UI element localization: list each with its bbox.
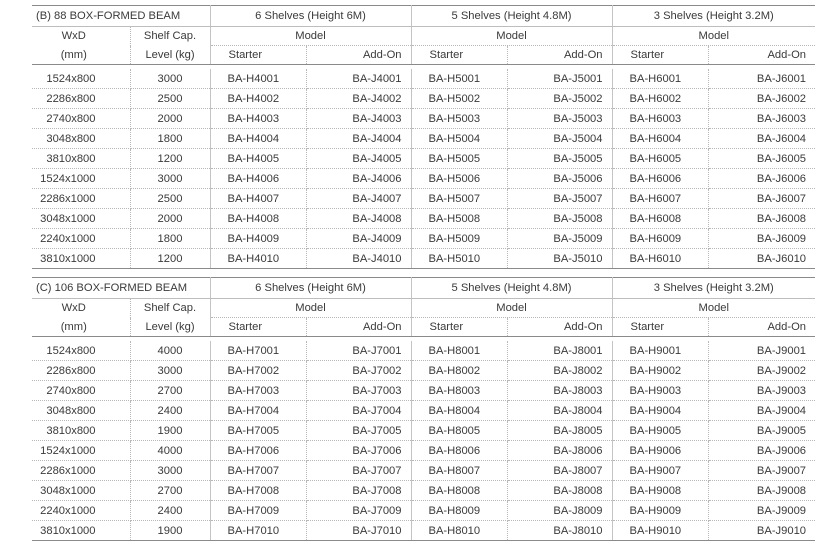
starter-model-cell: BA-H6004: [612, 129, 708, 149]
starter-model-cell: BA-H4004: [210, 129, 306, 149]
starter-model-cell: BA-H6006: [612, 169, 708, 189]
addon-model-cell: BA-J4003: [306, 109, 411, 129]
addon-model-cell: BA-J9004: [708, 401, 815, 421]
addon-model-cell: BA-J4009: [306, 229, 411, 249]
starter-model-cell: BA-H4003: [210, 109, 306, 129]
addon-model-cell: BA-J9009: [708, 501, 815, 521]
capacity-cell: 2400: [130, 401, 210, 421]
addon-model-cell: BA-J9008: [708, 481, 815, 501]
shelf-group-header: 5 Shelves (Height 4.8M): [411, 6, 612, 27]
addon-model-cell: BA-J7002: [306, 361, 411, 381]
addon-model-cell: BA-J8008: [507, 481, 612, 501]
starter-model-cell: BA-H6005: [612, 149, 708, 169]
starter-header: Starter: [411, 318, 507, 337]
table-row: [32, 521, 815, 541]
addon-model-cell: BA-J8006: [507, 441, 612, 461]
addon-model-cell: BA-J6009: [708, 229, 815, 249]
starter-model-cell: BA-H9005: [612, 421, 708, 441]
table-row: [32, 229, 815, 249]
starter-model-cell: BA-H8002: [411, 361, 507, 381]
addon-model-cell: BA-J5006: [507, 169, 612, 189]
starter-model-cell: BA-H5010: [411, 249, 507, 269]
starter-model-cell: BA-H9009: [612, 501, 708, 521]
capacity-cell: 3000: [130, 461, 210, 481]
starter-model-cell: BA-H7004: [210, 401, 306, 421]
addon-header: Add-On: [306, 318, 411, 337]
capacity-cell: 1200: [130, 149, 210, 169]
addon-model-cell: BA-J5004: [507, 129, 612, 149]
addon-model-cell: BA-J4010: [306, 249, 411, 269]
table-row: [32, 461, 815, 481]
capacity-cell: 2000: [130, 209, 210, 229]
starter-model-cell: BA-H5001: [411, 69, 507, 89]
starter-model-cell: BA-H7008: [210, 481, 306, 501]
dimension-cell: 3048x1000: [32, 481, 130, 501]
addon-model-cell: BA-J6007: [708, 189, 815, 209]
capacity-cell: 1900: [130, 521, 210, 541]
starter-model-cell: BA-H9003: [612, 381, 708, 401]
unit-mm-header: (mm): [32, 46, 130, 65]
shelf-group-header: 5 Shelves (Height 4.8M): [411, 278, 612, 299]
starter-header: Starter: [612, 318, 708, 337]
starter-model-cell: BA-H4010: [210, 249, 306, 269]
capacity-cell: 2500: [130, 89, 210, 109]
starter-model-cell: BA-H5006: [411, 169, 507, 189]
dimension-cell: 2740x800: [32, 381, 130, 401]
starter-model-cell: BA-H5004: [411, 129, 507, 149]
addon-model-cell: BA-J5001: [507, 69, 612, 89]
addon-header: Add-On: [708, 318, 815, 337]
table-row: [32, 209, 815, 229]
starter-model-cell: BA-H6010: [612, 249, 708, 269]
starter-model-cell: BA-H8003: [411, 381, 507, 401]
starter-model-cell: BA-H5009: [411, 229, 507, 249]
starter-model-cell: BA-H7006: [210, 441, 306, 461]
starter-model-cell: BA-H7001: [210, 341, 306, 361]
table-row: [32, 361, 815, 381]
table-row: [32, 501, 815, 521]
addon-model-cell: BA-J9002: [708, 361, 815, 381]
shelf-group-header: 6 Shelves (Height 6M): [210, 278, 411, 299]
addon-model-cell: BA-J7004: [306, 401, 411, 421]
starter-model-cell: BA-H4009: [210, 229, 306, 249]
model-header: Model: [210, 27, 411, 46]
starter-model-cell: BA-H8001: [411, 341, 507, 361]
addon-model-cell: BA-J9010: [708, 521, 815, 541]
starter-model-cell: BA-H6008: [612, 209, 708, 229]
addon-model-cell: BA-J4002: [306, 89, 411, 109]
addon-model-cell: BA-J8004: [507, 401, 612, 421]
header-row-model: [32, 299, 815, 318]
addon-model-cell: BA-J9006: [708, 441, 815, 461]
unit-mm-header: (mm): [32, 318, 130, 337]
dimension-cell: 1524x800: [32, 341, 130, 361]
starter-model-cell: BA-H7010: [210, 521, 306, 541]
table-row: [32, 149, 815, 169]
addon-model-cell: BA-J8010: [507, 521, 612, 541]
capacity-cell: 2700: [130, 481, 210, 501]
starter-model-cell: BA-H7009: [210, 501, 306, 521]
addon-model-cell: BA-J8002: [507, 361, 612, 381]
dimension-cell: 3048x800: [32, 129, 130, 149]
dimension-cell: 3810x1000: [32, 521, 130, 541]
addon-model-cell: BA-J5010: [507, 249, 612, 269]
addon-model-cell: BA-J7003: [306, 381, 411, 401]
starter-model-cell: BA-H7007: [210, 461, 306, 481]
starter-model-cell: BA-H5007: [411, 189, 507, 209]
starter-model-cell: BA-H4005: [210, 149, 306, 169]
starter-model-cell: BA-H8007: [411, 461, 507, 481]
header-row-model: [32, 27, 815, 46]
starter-model-cell: BA-H8009: [411, 501, 507, 521]
capacity-cell: 2700: [130, 381, 210, 401]
addon-header: Add-On: [507, 46, 612, 65]
dimension-cell: 2240x1000: [32, 229, 130, 249]
table-row: [32, 341, 815, 361]
table-row: [32, 481, 815, 501]
dimension-cell: 3810x1000: [32, 249, 130, 269]
dimension-cell: 1524x1000: [32, 169, 130, 189]
starter-model-cell: BA-H4007: [210, 189, 306, 209]
starter-model-cell: BA-H4002: [210, 89, 306, 109]
capacity-cell: 3000: [130, 361, 210, 381]
table-row: [32, 89, 815, 109]
addon-model-cell: BA-J8005: [507, 421, 612, 441]
starter-model-cell: BA-H6003: [612, 109, 708, 129]
capacity-cell: 2400: [130, 501, 210, 521]
addon-model-cell: BA-J7007: [306, 461, 411, 481]
dimension-cell: 2740x800: [32, 109, 130, 129]
capacity-cell: 2000: [130, 109, 210, 129]
header-row-subcols: [32, 46, 815, 65]
shelf-group-header: 3 Shelves (Height 3.2M): [612, 278, 815, 299]
table-row: [32, 421, 815, 441]
starter-model-cell: BA-H9008: [612, 481, 708, 501]
level-kg-header: Level (kg): [130, 46, 210, 65]
starter-model-cell: BA-H4001: [210, 69, 306, 89]
table-row: [32, 249, 815, 269]
starter-model-cell: BA-H6007: [612, 189, 708, 209]
starter-model-cell: BA-H4006: [210, 169, 306, 189]
capacity-cell: 3000: [130, 69, 210, 89]
capacity-cell: 4000: [130, 341, 210, 361]
spec-table-106-beam: [32, 277, 815, 541]
addon-model-cell: BA-J5008: [507, 209, 612, 229]
addon-model-cell: BA-J4007: [306, 189, 411, 209]
capacity-cell: 2500: [130, 189, 210, 209]
dimension-cell: 3048x1000: [32, 209, 130, 229]
starter-model-cell: BA-H9010: [612, 521, 708, 541]
addon-model-cell: BA-J4005: [306, 149, 411, 169]
addon-model-cell: BA-J4006: [306, 169, 411, 189]
addon-model-cell: BA-J8001: [507, 341, 612, 361]
addon-model-cell: BA-J6006: [708, 169, 815, 189]
shelf-group-header: 3 Shelves (Height 3.2M): [612, 6, 815, 27]
dimension-cell: 1524x1000: [32, 441, 130, 461]
model-header: Model: [411, 27, 612, 46]
addon-model-cell: BA-J9005: [708, 421, 815, 441]
starter-model-cell: BA-H8005: [411, 421, 507, 441]
addon-model-cell: BA-J6008: [708, 209, 815, 229]
capacity-cell: 1800: [130, 129, 210, 149]
addon-model-cell: BA-J7008: [306, 481, 411, 501]
table-row: [32, 129, 815, 149]
wxd-header: WxD: [32, 299, 130, 318]
capacity-cell: 1800: [130, 229, 210, 249]
addon-header: Add-On: [306, 46, 411, 65]
addon-model-cell: BA-J8007: [507, 461, 612, 481]
addon-model-cell: BA-J7009: [306, 501, 411, 521]
addon-model-cell: BA-J6001: [708, 69, 815, 89]
model-header: Model: [210, 299, 411, 318]
addon-model-cell: BA-J6010: [708, 249, 815, 269]
addon-model-cell: BA-J8003: [507, 381, 612, 401]
addon-model-cell: BA-J8009: [507, 501, 612, 521]
model-header: Model: [612, 299, 815, 318]
addon-model-cell: BA-J5009: [507, 229, 612, 249]
starter-model-cell: BA-H7002: [210, 361, 306, 381]
table-row: [32, 69, 815, 89]
starter-model-cell: BA-H8008: [411, 481, 507, 501]
addon-model-cell: BA-J5002: [507, 89, 612, 109]
addon-model-cell: BA-J6005: [708, 149, 815, 169]
table-row: [32, 401, 815, 421]
starter-header: Starter: [210, 46, 306, 65]
table-row: [32, 109, 815, 129]
header-row-subcols: [32, 318, 815, 337]
addon-model-cell: BA-J4008: [306, 209, 411, 229]
spec-table-88-beam: [32, 5, 815, 269]
starter-model-cell: BA-H5002: [411, 89, 507, 109]
model-header: Model: [612, 27, 815, 46]
addon-model-cell: BA-J7005: [306, 421, 411, 441]
dimension-cell: 2286x1000: [32, 461, 130, 481]
table-row: [32, 441, 815, 461]
starter-model-cell: BA-H5003: [411, 109, 507, 129]
addon-model-cell: BA-J9003: [708, 381, 815, 401]
starter-model-cell: BA-H7003: [210, 381, 306, 401]
starter-model-cell: BA-H8006: [411, 441, 507, 461]
dimension-cell: 2240x1000: [32, 501, 130, 521]
addon-model-cell: BA-J4004: [306, 129, 411, 149]
table-row: [32, 169, 815, 189]
starter-header: Starter: [411, 46, 507, 65]
addon-model-cell: BA-J9001: [708, 341, 815, 361]
addon-header: Add-On: [507, 318, 612, 337]
starter-model-cell: BA-H6001: [612, 69, 708, 89]
addon-header: Add-On: [708, 46, 815, 65]
starter-model-cell: BA-H9002: [612, 361, 708, 381]
section-title: (B) 88 BOX-FORMED BEAM: [32, 6, 210, 27]
starter-model-cell: BA-H4008: [210, 209, 306, 229]
dimension-cell: 2286x800: [32, 361, 130, 381]
starter-model-cell: BA-H9006: [612, 441, 708, 461]
addon-model-cell: BA-J6004: [708, 129, 815, 149]
table-row: [32, 381, 815, 401]
starter-header: Starter: [210, 318, 306, 337]
starter-model-cell: BA-H5005: [411, 149, 507, 169]
addon-model-cell: BA-J6002: [708, 89, 815, 109]
starter-model-cell: BA-H7005: [210, 421, 306, 441]
dimension-cell: 3810x800: [32, 149, 130, 169]
starter-model-cell: BA-H8004: [411, 401, 507, 421]
level-kg-header: Level (kg): [130, 318, 210, 337]
section-title: (C) 106 BOX-FORMED BEAM: [32, 278, 210, 299]
addon-model-cell: BA-J6003: [708, 109, 815, 129]
addon-model-cell: BA-J5003: [507, 109, 612, 129]
starter-model-cell: BA-H6002: [612, 89, 708, 109]
capacity-cell: 1200: [130, 249, 210, 269]
starter-model-cell: BA-H9001: [612, 341, 708, 361]
shelf-cap-header: Shelf Cap.: [130, 27, 210, 46]
dimension-cell: 3810x800: [32, 421, 130, 441]
starter-model-cell: BA-H8010: [411, 521, 507, 541]
addon-model-cell: BA-J5007: [507, 189, 612, 209]
shelf-group-header: 6 Shelves (Height 6M): [210, 6, 411, 27]
table-row: [32, 189, 815, 209]
addon-model-cell: BA-J4001: [306, 69, 411, 89]
dimension-cell: 2286x800: [32, 89, 130, 109]
addon-model-cell: BA-J5005: [507, 149, 612, 169]
header-row-groups: [32, 6, 815, 27]
shelf-cap-header: Shelf Cap.: [130, 299, 210, 318]
starter-model-cell: BA-H9007: [612, 461, 708, 481]
starter-model-cell: BA-H6009: [612, 229, 708, 249]
capacity-cell: 1900: [130, 421, 210, 441]
capacity-cell: 3000: [130, 169, 210, 189]
dimension-cell: 1524x800: [32, 69, 130, 89]
header-row-groups: [32, 278, 815, 299]
dimension-cell: 3048x800: [32, 401, 130, 421]
addon-model-cell: BA-J7006: [306, 441, 411, 461]
wxd-header: WxD: [32, 27, 130, 46]
dimension-cell: 2286x1000: [32, 189, 130, 209]
addon-model-cell: BA-J7001: [306, 341, 411, 361]
starter-model-cell: BA-H5008: [411, 209, 507, 229]
addon-model-cell: BA-J7010: [306, 521, 411, 541]
capacity-cell: 4000: [130, 441, 210, 461]
model-header: Model: [411, 299, 612, 318]
starter-model-cell: BA-H9004: [612, 401, 708, 421]
addon-model-cell: BA-J9007: [708, 461, 815, 481]
starter-header: Starter: [612, 46, 708, 65]
